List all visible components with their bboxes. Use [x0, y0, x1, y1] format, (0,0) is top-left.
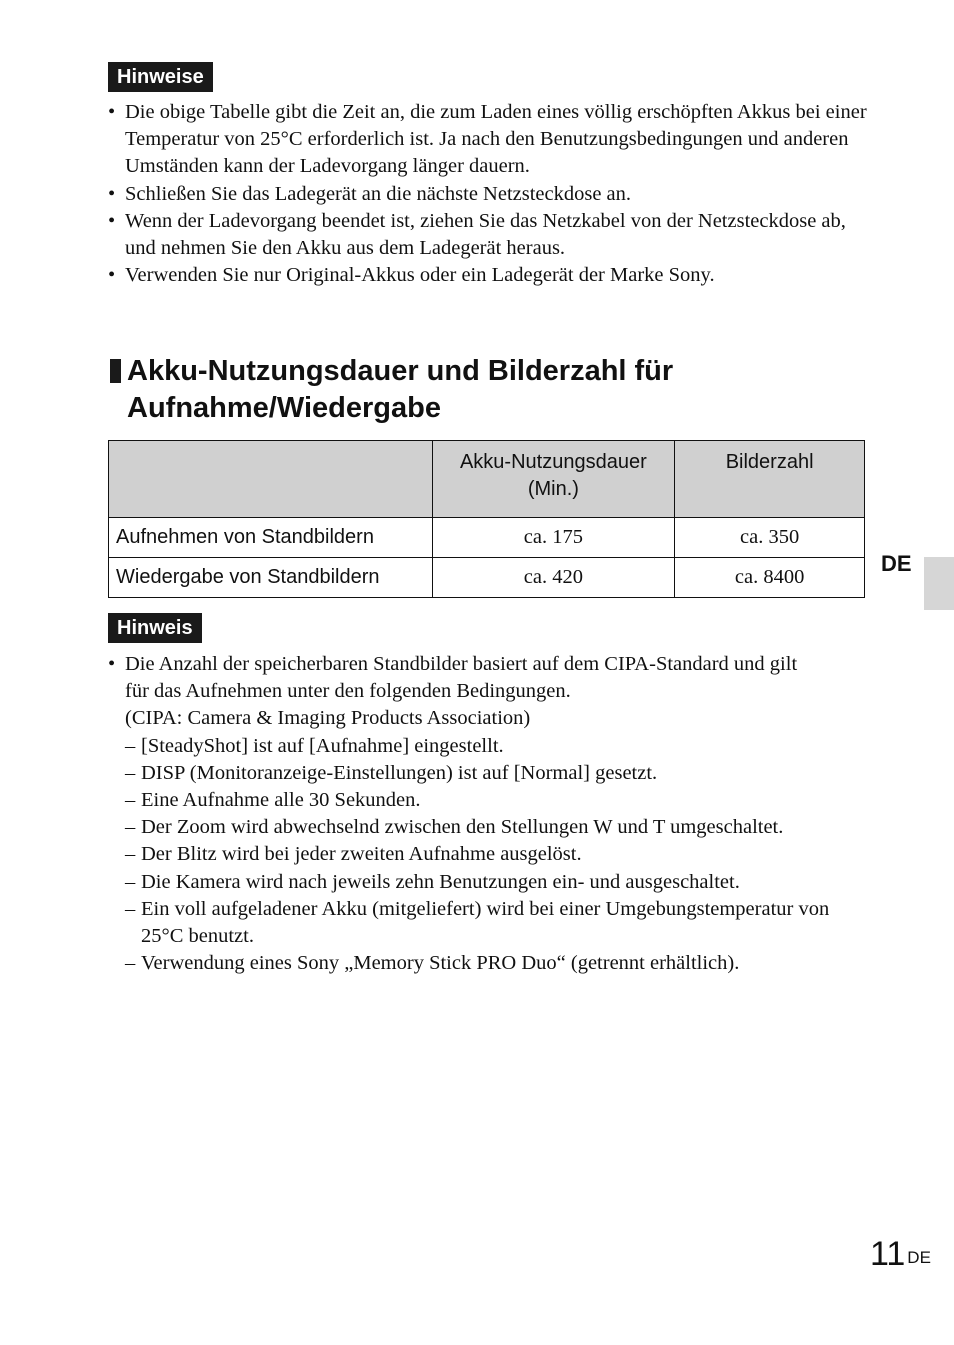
table-header-empty	[109, 441, 433, 518]
notes-list-bottom	[108, 651, 868, 977]
row-count: ca. 8400	[675, 558, 865, 598]
dash-mark: –	[125, 816, 136, 839]
condition-item	[108, 733, 868, 760]
note-item: • Die obige Tabelle gibt die Zeit an, die zum Laden eines völlig erschöpften Akkus bei einer Temperatur von 25°C erforderlich ist. Ja nach den Benutzungsbedingungen und anderen Umständen kann der Ladevorgang länger dauern.	[108, 99, 868, 181]
note-intro	[108, 651, 868, 733]
table-header-duration	[432, 441, 675, 518]
row-count: ca. 350	[675, 518, 865, 558]
dash-mark: –	[125, 761, 136, 784]
table-row	[109, 558, 865, 598]
condition-item	[108, 814, 868, 841]
header-duration-line-1: Akku-Nutzungsdauer	[459, 451, 647, 473]
side-language-label: DE	[881, 551, 912, 576]
note-intro-line-1: Die Anzahl der speicherbaren Standbilder basiert auf dem CIPA-Standard und gilt	[125, 653, 798, 675]
condition-item	[108, 950, 868, 977]
note-item: • Schließen Sie das Ladegerät an die nächste Netzsteckdose an.	[108, 181, 868, 208]
row-duration: ca. 420	[432, 558, 675, 598]
dash-mark: –	[125, 789, 136, 812]
heading-marker-icon	[110, 359, 121, 383]
table-header-count: Bilderzahl	[675, 441, 865, 518]
side-tab-marker	[924, 557, 954, 610]
note-item: • Wenn der Ladevorgang beendet ist, ziehen Sie das Netzkabel von der Netzsteckdose ab, und nehmen Sie den Akku aus dem Ladegerät heraus.	[108, 208, 868, 262]
battery-table	[108, 440, 865, 598]
page-number-value: 11	[870, 1235, 906, 1273]
table-header-row	[109, 441, 865, 518]
notes-list-top	[108, 99, 868, 289]
section-heading	[108, 353, 868, 427]
table-row	[109, 518, 865, 558]
row-label: Aufnehmen von Standbildern	[109, 518, 433, 558]
condition-text: Die Kamera wird nach jeweils zehn Benutzungen ein- und ausgeschaltet.	[141, 870, 740, 893]
condition-item	[108, 787, 868, 814]
condition-text: Eine Aufnahme alle 30 Sekunden.	[141, 789, 421, 812]
condition-item	[108, 869, 868, 896]
condition-text: DISP (Monitoranzeige-Einstellungen) ist auf [Normal] gesetzt.	[141, 761, 658, 784]
heading-line-2: Aufnahme/Wiedergabe	[127, 392, 441, 424]
notes-label: Hinweise	[108, 62, 213, 92]
row-duration: ca. 175	[432, 518, 675, 558]
condition-item	[108, 896, 868, 950]
note-item: • Verwenden Sie nur Original-Akkus oder ein Ladegerät der Marke Sony.	[108, 262, 868, 289]
condition-text: Ein voll aufgeladener Akku (mitgeliefert) wird bei einer Umgebungstemperatur von 25°C benutzt.	[141, 897, 830, 948]
header-duration-line-2: (Min.)	[527, 478, 579, 500]
condition-item	[108, 760, 868, 787]
condition-text: [SteadyShot] ist auf [Aufnahme] eingestellt.	[141, 734, 504, 757]
page-number	[870, 1234, 931, 1274]
condition-text: Der Blitz wird bei jeder zweiten Aufnahme ausgelöst.	[141, 843, 582, 866]
note-intro-line-3: (CIPA: Camera & Imaging Products Association)	[125, 707, 531, 730]
condition-item	[108, 841, 868, 868]
condition-text: Verwendung eines Sony „Memory Stick PRO Duo“ (getrennt erhältlich).	[141, 952, 740, 975]
dash-mark: –	[125, 952, 136, 975]
heading-line-1: Akku-Nutzungsdauer und Bilderzahl für	[127, 355, 674, 387]
note-label: Hinweis	[108, 613, 202, 643]
row-label: Wiedergabe von Standbildern	[109, 558, 433, 598]
note-intro-line-2: für das Aufnehmen unter den folgenden Bedingungen.	[125, 680, 571, 703]
dash-mark: –	[125, 870, 136, 893]
dash-mark: –	[125, 897, 136, 920]
condition-text: Der Zoom wird abwechselnd zwischen den Stellungen W und T umgeschaltet.	[141, 816, 784, 839]
dash-mark: –	[125, 734, 136, 757]
dash-mark: –	[125, 843, 136, 866]
page-number-suffix: DE	[907, 1248, 931, 1267]
